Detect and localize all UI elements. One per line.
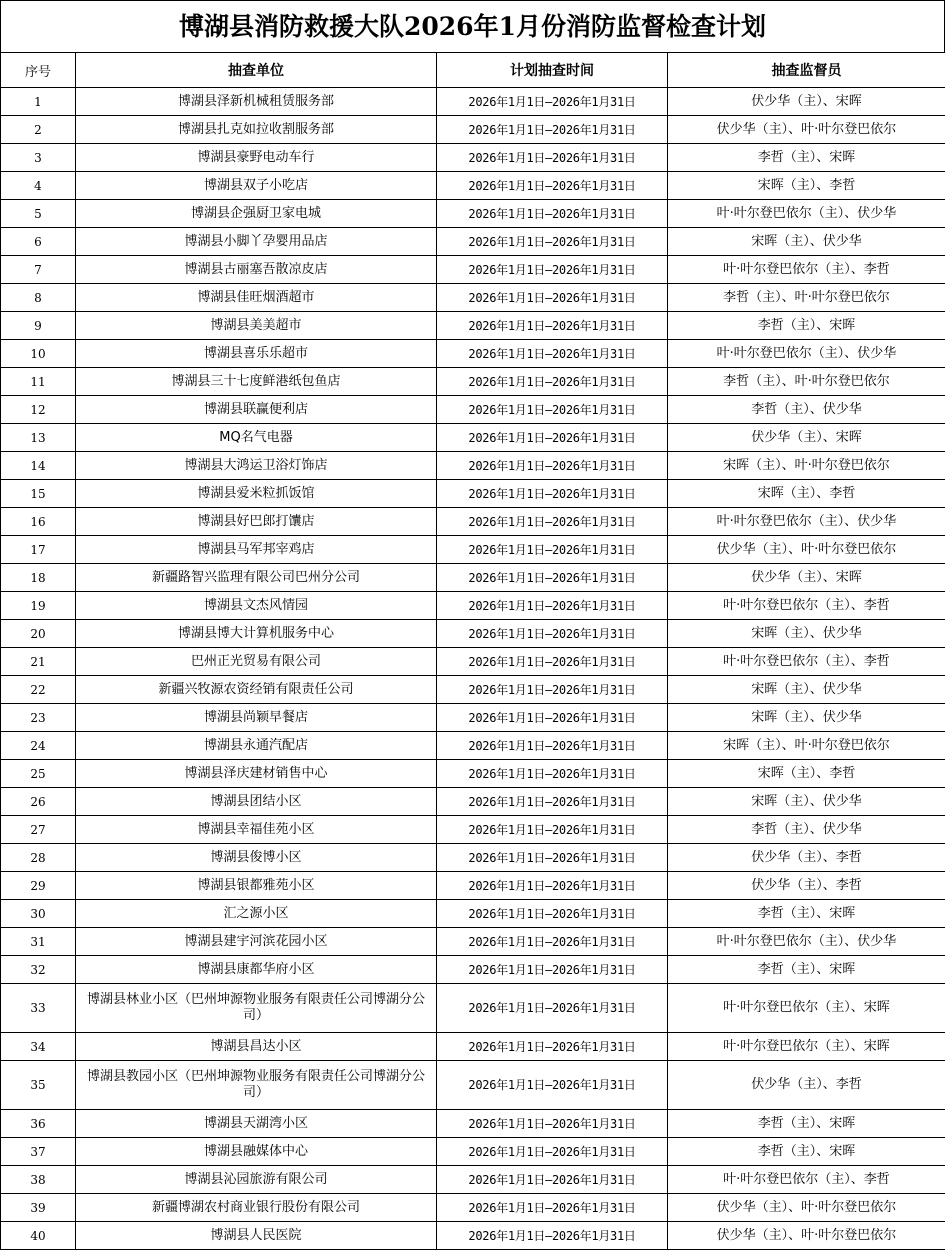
row-date: 2026年1月1日—2026年1月31日: [437, 172, 668, 200]
row-date: 2026年1月1日—2026年1月31日: [437, 788, 668, 816]
row-date: 2026年1月1日—2026年1月31日: [437, 312, 668, 340]
row-date: 2026年1月1日—2026年1月31日: [437, 88, 668, 116]
row-date: 2026年1月1日—2026年1月31日: [437, 452, 668, 480]
row-inspector: 伏少华（主）、宋晖: [668, 88, 945, 116]
row-seq: 24: [1, 732, 76, 760]
table-row: [1, 88, 945, 116]
row-unit: 博湖县大鸿运卫浴灯饰店: [76, 452, 437, 480]
row-inspector: 宋晖（主）、叶·叶尔登巴依尔: [668, 452, 945, 480]
row-inspector: 李哲（主）、伏少华: [668, 396, 945, 424]
table-row: [1, 900, 945, 928]
row-unit: 博湖县昌达小区: [76, 1033, 437, 1061]
table-row: [1, 284, 945, 312]
row-seq: 23: [1, 704, 76, 732]
row-seq: 31: [1, 928, 76, 956]
row-inspector: 李哲（主）、叶·叶尔登巴依尔: [668, 284, 945, 312]
table-row: [1, 536, 945, 564]
row-unit: 博湖县扎克如拉收割服务部: [76, 116, 437, 144]
row-inspector: 伏少华（主）、叶·叶尔登巴依尔: [668, 1222, 945, 1250]
row-unit: 新疆兴牧源农资经销有限责任公司: [76, 676, 437, 704]
row-seq: 32: [1, 956, 76, 984]
row-date: 2026年1月1日—2026年1月31日: [437, 984, 668, 1033]
row-inspector: 叶·叶尔登巴依尔（主）、李哲: [668, 648, 945, 676]
row-inspector: 李哲（主）、宋晖: [668, 144, 945, 172]
header-unit: 抽查单位: [76, 53, 437, 88]
row-seq: 37: [1, 1138, 76, 1166]
row-unit: 博湖县尚颖早餐店: [76, 704, 437, 732]
row-seq: 27: [1, 816, 76, 844]
row-unit: 博湖县美美超市: [76, 312, 437, 340]
table-header-row: [1, 53, 945, 88]
row-unit: 博湖县泽新机械租赁服务部: [76, 88, 437, 116]
table-row: [1, 788, 945, 816]
row-inspector: 宋晖（主）、李哲: [668, 172, 945, 200]
row-date: 2026年1月1日—2026年1月31日: [437, 844, 668, 872]
row-unit: MQ名气电器: [76, 424, 437, 452]
header-inspector: 抽查监督员: [668, 53, 945, 88]
row-inspector: 李哲（主）、宋晖: [668, 1138, 945, 1166]
table-row: [1, 508, 945, 536]
row-seq: 9: [1, 312, 76, 340]
row-unit: 汇之源小区: [76, 900, 437, 928]
table-row: [1, 200, 945, 228]
row-inspector: 李哲（主）、伏少华: [668, 816, 945, 844]
row-seq: 19: [1, 592, 76, 620]
row-unit: 博湖县好巴郎打馕店: [76, 508, 437, 536]
row-inspector: 叶·叶尔登巴依尔（主）、伏少华: [668, 200, 945, 228]
table-row: [1, 312, 945, 340]
table-row: [1, 480, 945, 508]
row-date: 2026年1月1日—2026年1月31日: [437, 368, 668, 396]
row-seq: 11: [1, 368, 76, 396]
row-date: 2026年1月1日—2026年1月31日: [437, 480, 668, 508]
inspection-plan-table: [0, 52, 945, 1250]
table-row: [1, 928, 945, 956]
table-row: [1, 816, 945, 844]
row-date: 2026年1月1日—2026年1月31日: [437, 1222, 668, 1250]
row-inspector: 叶·叶尔登巴依尔（主）、李哲: [668, 592, 945, 620]
row-unit: 博湖县喜乐乐超市: [76, 340, 437, 368]
table-row: [1, 564, 945, 592]
table-row: [1, 592, 945, 620]
row-unit: 博湖县联赢便利店: [76, 396, 437, 424]
row-date: 2026年1月1日—2026年1月31日: [437, 508, 668, 536]
row-seq: 2: [1, 116, 76, 144]
row-unit: 博湖县融媒体中心: [76, 1138, 437, 1166]
row-seq: 15: [1, 480, 76, 508]
row-inspector: 宋晖（主）、李哲: [668, 480, 945, 508]
table-row: [1, 452, 945, 480]
row-inspector: 李哲（主）、宋晖: [668, 1110, 945, 1138]
page-title: 博湖县消防救援大队2026年1月份消防监督检查计划: [0, 0, 945, 52]
row-seq: 38: [1, 1166, 76, 1194]
table-row: [1, 704, 945, 732]
row-seq: 18: [1, 564, 76, 592]
row-seq: 39: [1, 1194, 76, 1222]
row-date: 2026年1月1日—2026年1月31日: [437, 872, 668, 900]
row-unit: 博湖县马军邦宰鸡店: [76, 536, 437, 564]
row-date: 2026年1月1日—2026年1月31日: [437, 116, 668, 144]
row-date: 2026年1月1日—2026年1月31日: [437, 648, 668, 676]
row-seq: 3: [1, 144, 76, 172]
table-body: [1, 88, 945, 1250]
row-seq: 30: [1, 900, 76, 928]
row-unit: 博湖县佳旺烟酒超市: [76, 284, 437, 312]
row-unit: 博湖县幸福佳苑小区: [76, 816, 437, 844]
row-date: 2026年1月1日—2026年1月31日: [437, 676, 668, 704]
row-seq: 8: [1, 284, 76, 312]
row-date: 2026年1月1日—2026年1月31日: [437, 760, 668, 788]
row-date: 2026年1月1日—2026年1月31日: [437, 1033, 668, 1061]
row-unit: 博湖县永通汽配店: [76, 732, 437, 760]
row-inspector: 李哲（主）、宋晖: [668, 900, 945, 928]
row-inspector: 叶·叶尔登巴依尔（主）、宋晖: [668, 1033, 945, 1061]
table-row: [1, 648, 945, 676]
row-seq: 28: [1, 844, 76, 872]
row-unit: 博湖县天湖湾小区: [76, 1110, 437, 1138]
row-seq: 17: [1, 536, 76, 564]
row-unit: 博湖县俊博小区: [76, 844, 437, 872]
row-inspector: 伏少华（主）、叶·叶尔登巴依尔: [668, 116, 945, 144]
table-row: [1, 396, 945, 424]
table-row: [1, 732, 945, 760]
row-unit: 博湖县古丽塞吾散凉皮店: [76, 256, 437, 284]
row-seq: 5: [1, 200, 76, 228]
row-seq: 26: [1, 788, 76, 816]
row-inspector: 李哲（主）、叶·叶尔登巴依尔: [668, 368, 945, 396]
table-row: [1, 956, 945, 984]
row-inspector: 伏少华（主）、宋晖: [668, 564, 945, 592]
table-row: [1, 144, 945, 172]
row-unit: 博湖县沁园旅游有限公司: [76, 1166, 437, 1194]
table-row: [1, 872, 945, 900]
row-date: 2026年1月1日—2026年1月31日: [437, 284, 668, 312]
table-row: [1, 1110, 945, 1138]
row-unit: 博湖县泽庆建材销售中心: [76, 760, 437, 788]
row-seq: 29: [1, 872, 76, 900]
table-row: [1, 760, 945, 788]
row-unit: 巴州正光贸易有限公司: [76, 648, 437, 676]
table-row: [1, 1194, 945, 1222]
row-inspector: 宋晖（主）、伏少华: [668, 704, 945, 732]
row-unit: 博湖县团结小区: [76, 788, 437, 816]
table-row: [1, 620, 945, 648]
row-unit: 博湖县建宇河滨花园小区: [76, 928, 437, 956]
row-date: 2026年1月1日—2026年1月31日: [437, 200, 668, 228]
row-date: 2026年1月1日—2026年1月31日: [437, 956, 668, 984]
row-unit: 博湖县企强厨卫家电城: [76, 200, 437, 228]
table-row: [1, 228, 945, 256]
row-inspector: 叶·叶尔登巴依尔（主）、伏少华: [668, 508, 945, 536]
row-unit: 新疆路智兴监理有限公司巴州分公司: [76, 564, 437, 592]
row-inspector: 叶·叶尔登巴依尔（主）、伏少华: [668, 928, 945, 956]
row-unit: 博湖县银都雅苑小区: [76, 872, 437, 900]
row-seq: 20: [1, 620, 76, 648]
row-date: 2026年1月1日—2026年1月31日: [437, 928, 668, 956]
row-unit: 博湖县博大计算机服务中心: [76, 620, 437, 648]
row-date: 2026年1月1日—2026年1月31日: [437, 1061, 668, 1110]
row-inspector: 叶·叶尔登巴依尔（主）、宋晖: [668, 984, 945, 1033]
row-unit: 博湖县豪野电动车行: [76, 144, 437, 172]
row-inspector: 叶·叶尔登巴依尔（主）、李哲: [668, 1166, 945, 1194]
row-inspector: 叶·叶尔登巴依尔（主）、伏少华: [668, 340, 945, 368]
table-row: [1, 368, 945, 396]
row-date: 2026年1月1日—2026年1月31日: [437, 564, 668, 592]
row-seq: 12: [1, 396, 76, 424]
row-date: 2026年1月1日—2026年1月31日: [437, 228, 668, 256]
row-inspector: 伏少华（主）、李哲: [668, 1061, 945, 1110]
header-seq: 序号: [1, 53, 76, 88]
row-seq: 16: [1, 508, 76, 536]
table-row: [1, 116, 945, 144]
row-seq: 6: [1, 228, 76, 256]
row-date: 2026年1月1日—2026年1月31日: [437, 704, 668, 732]
row-unit: 博湖县三十七度鲜港纸包鱼店: [76, 368, 437, 396]
row-date: 2026年1月1日—2026年1月31日: [437, 1138, 668, 1166]
row-seq: 35: [1, 1061, 76, 1110]
row-seq: 36: [1, 1110, 76, 1138]
row-date: 2026年1月1日—2026年1月31日: [437, 340, 668, 368]
row-seq: 10: [1, 340, 76, 368]
row-date: 2026年1月1日—2026年1月31日: [437, 592, 668, 620]
table-row: [1, 424, 945, 452]
row-seq: 13: [1, 424, 76, 452]
row-inspector: 宋晖（主）、叶·叶尔登巴依尔: [668, 732, 945, 760]
row-inspector: 李哲（主）、宋晖: [668, 956, 945, 984]
row-date: 2026年1月1日—2026年1月31日: [437, 732, 668, 760]
row-unit: 博湖县人民医院: [76, 1222, 437, 1250]
header-date: 计划抽查时间: [437, 53, 668, 88]
table-row: [1, 1061, 945, 1110]
row-unit: 博湖县双子小吃店: [76, 172, 437, 200]
table-row: [1, 340, 945, 368]
row-inspector: 伏少华（主）、李哲: [668, 844, 945, 872]
row-unit: 博湖县文杰风情园: [76, 592, 437, 620]
row-date: 2026年1月1日—2026年1月31日: [437, 1166, 668, 1194]
row-date: 2026年1月1日—2026年1月31日: [437, 620, 668, 648]
row-date: 2026年1月1日—2026年1月31日: [437, 396, 668, 424]
row-inspector: 李哲（主）、宋晖: [668, 312, 945, 340]
table-row: [1, 256, 945, 284]
row-seq: 33: [1, 984, 76, 1033]
row-unit: 博湖县林业小区（巴州坤源物业服务有限责任公司博湖分公司）: [76, 984, 437, 1033]
row-inspector: 宋晖（主）、伏少华: [668, 788, 945, 816]
row-seq: 7: [1, 256, 76, 284]
row-inspector: 叶·叶尔登巴依尔（主）、李哲: [668, 256, 945, 284]
table-row: [1, 1222, 945, 1250]
table-row: [1, 984, 945, 1033]
row-inspector: 宋晖（主）、伏少华: [668, 620, 945, 648]
row-date: 2026年1月1日—2026年1月31日: [437, 256, 668, 284]
row-seq: 25: [1, 760, 76, 788]
row-seq: 21: [1, 648, 76, 676]
row-date: 2026年1月1日—2026年1月31日: [437, 144, 668, 172]
row-inspector: 宋晖（主）、伏少华: [668, 228, 945, 256]
row-date: 2026年1月1日—2026年1月31日: [437, 536, 668, 564]
row-unit: 新疆博湖农村商业银行股份有限公司: [76, 1194, 437, 1222]
table-row: [1, 676, 945, 704]
row-inspector: 宋晖（主）、伏少华: [668, 676, 945, 704]
row-date: 2026年1月1日—2026年1月31日: [437, 900, 668, 928]
table-row: [1, 1033, 945, 1061]
row-date: 2026年1月1日—2026年1月31日: [437, 816, 668, 844]
row-date: 2026年1月1日—2026年1月31日: [437, 1110, 668, 1138]
row-seq: 1: [1, 88, 76, 116]
row-unit: 博湖县小脚丫孕婴用品店: [76, 228, 437, 256]
row-seq: 34: [1, 1033, 76, 1061]
row-inspector: 伏少华（主）、宋晖: [668, 424, 945, 452]
row-unit: 博湖县康都华府小区: [76, 956, 437, 984]
table-row: [1, 1166, 945, 1194]
table-row: [1, 1138, 945, 1166]
row-seq: 40: [1, 1222, 76, 1250]
row-inspector: 伏少华（主）、李哲: [668, 872, 945, 900]
row-inspector: 宋晖（主）、李哲: [668, 760, 945, 788]
row-unit: 博湖县爱米粒抓饭馆: [76, 480, 437, 508]
row-date: 2026年1月1日—2026年1月31日: [437, 424, 668, 452]
row-date: 2026年1月1日—2026年1月31日: [437, 1194, 668, 1222]
row-seq: 22: [1, 676, 76, 704]
table-row: [1, 844, 945, 872]
row-inspector: 伏少华（主）、叶·叶尔登巴依尔: [668, 1194, 945, 1222]
row-seq: 14: [1, 452, 76, 480]
row-seq: 4: [1, 172, 76, 200]
row-unit: 博湖县教园小区（巴州坤源物业服务有限责任公司博湖分公司）: [76, 1061, 437, 1110]
table-row: [1, 172, 945, 200]
row-inspector: 伏少华（主）、叶·叶尔登巴依尔: [668, 536, 945, 564]
